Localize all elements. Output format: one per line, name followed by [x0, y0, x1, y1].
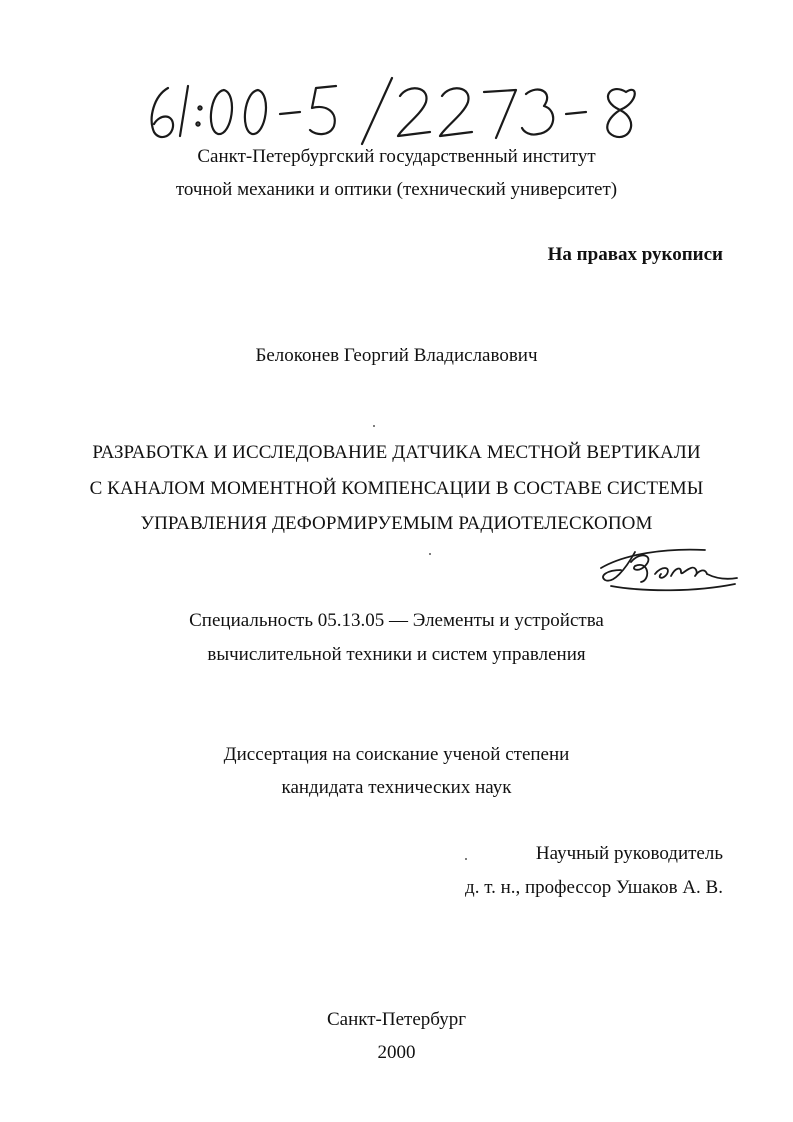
title-line-2: С КАНАЛОМ МОМЕНТНОЙ КОМПЕНСАЦИИ В СОСТАВЕ СИСТЕМЫ [89, 478, 704, 499]
author-name: Белоконев Георгий Владиславович [255, 345, 538, 366]
specialty-line-2: вычислительной техники и систем управления [207, 644, 586, 665]
city: Санкт-Петербург [326, 1009, 466, 1030]
title-line-1: РАЗРАБОТКА И ИССЛЕДОВАНИЕ ДАТЧИКА МЕСТНОЙ ВЕРТИКАЛИ [92, 442, 701, 463]
rights-note: На правах рукописи [547, 244, 723, 265]
signature [595, 540, 745, 600]
handwritten-archive-number [140, 70, 680, 150]
scan-speck [429, 553, 431, 555]
scan-speck [373, 425, 375, 427]
institute-line-1: Санкт-Петербургский государственный институт [197, 146, 596, 167]
scan-speck [465, 858, 467, 860]
year: 2000 [377, 1042, 416, 1063]
dissertation-line-2: кандидата технических наук [281, 777, 512, 798]
specialty-line-1: Специальность 05.13.05 — Элементы и устройства [189, 610, 604, 631]
supervisor-label: Научный руководитель [535, 843, 723, 864]
dissertation-line-1: Диссертация на соискание ученой степени [223, 744, 570, 765]
title-line-3: УПРАВЛЕНИЯ ДЕФОРМИРУЕМЫМ РАДИОТЕЛЕСКОПОМ [140, 513, 653, 534]
institute-line-2: точной механики и оптики (технический университет) [175, 179, 618, 200]
supervisor-name: д. т. н., профессор Ушаков А. В. [465, 877, 723, 898]
